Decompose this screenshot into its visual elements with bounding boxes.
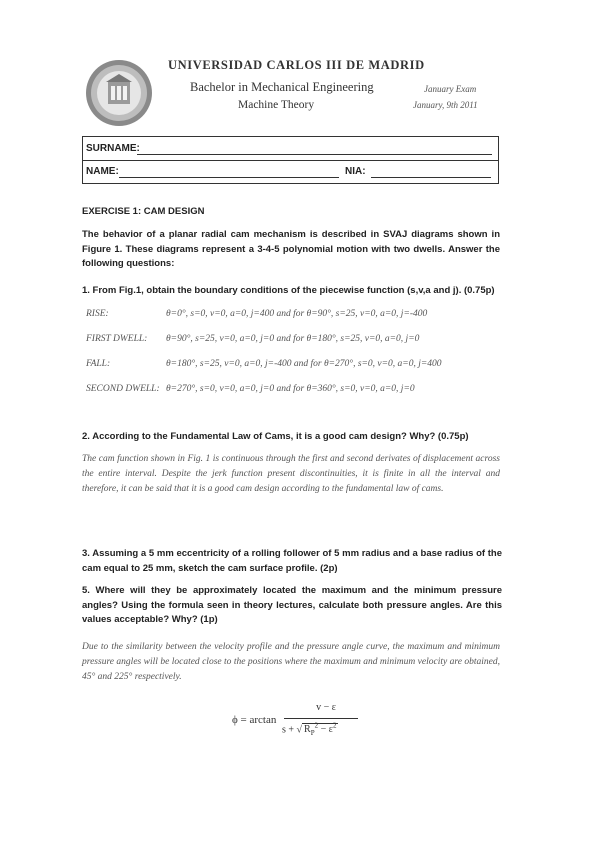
nia-field[interactable] — [371, 177, 491, 178]
bc-value-fall: θ=180°, s=25, v=0, a=0, j=-400 and for θ=270°, s=0, v=0, a=0, j=400 — [166, 359, 442, 369]
answer-2: The cam function shown in Fig. 1 is continuous through the first and second derivates of displacement across the entire interval. Despite the jerk function present discontinuities, it is finite in all the interval and therefore, it can be said that it is a good cam design according to the fundamental law of cams. — [82, 454, 500, 494]
nia-label: NIA: — [345, 166, 366, 177]
bc-value-rise: θ=0°, s=0, v=0, a=0, j=400 and for θ=90°, s=25, v=0, a=0, j=-400 — [166, 309, 428, 319]
surname-field[interactable] — [137, 154, 492, 155]
name-row — [83, 160, 498, 183]
bc-label-rise: RISE: — [86, 309, 109, 319]
formula-lhs: ϕ = arctan — [232, 714, 277, 726]
surname-row — [83, 137, 498, 161]
answer-5: Due to the similarity between the velocity profile and the pressure angle curve, the maximum and minimum pressure angles will be located close to the positions where the maximum and minimum velocity are obtained, 45° and 225° respectively. — [82, 642, 500, 682]
university-name: UNIVERSIDAD CARLOS III DE MADRID — [168, 58, 425, 72]
formula-denominator: s + √ $R_P^2 - \varepsilon^2$ — [282, 722, 337, 738]
name-label: NAME: — [86, 166, 119, 177]
name-field[interactable] — [119, 177, 339, 178]
fraction-bar — [284, 718, 358, 719]
question-5: 5. Where will they be approximately located the maximum and the minimum pressure angles? Using the formula seen in theory lectures, calculate both pressure angles. Are this values acceptable? Why? (1p) — [82, 585, 502, 625]
degree-name: Bachelor in Mechanical Engineering — [190, 80, 374, 94]
course-name: Machine Theory — [238, 99, 315, 111]
bc-label-first-dwell: FIRST DWELL: — [86, 334, 148, 344]
bc-value-second-dwell: θ=270°, s=0, v=0, a=0, j=0 and for θ=360°, s=0, v=0, a=0, j=0 — [166, 384, 415, 394]
surname-label: SURNAME: — [86, 143, 140, 154]
exercise-title: EXERCISE 1: CAM DESIGN — [82, 206, 205, 217]
exercise-intro: The behavior of a planar radial cam mechanism is described in SVAJ diagrams shown in Figure 1. These diagrams represent a 3-4-5 polynomial motion with two dwells. Answer the following questions: — [82, 229, 500, 269]
exam-date: January, 9th 2011 — [413, 100, 478, 110]
bc-label-fall: FALL: — [86, 359, 111, 369]
question-1: 1. From Fig.1, obtain the boundary conditions of the piecewise function (s,v,a and j). (0.75p) — [82, 285, 495, 296]
formula-numerator: v − ε — [316, 702, 336, 713]
pressure-angle-formula — [232, 702, 362, 752]
university-seal-logo — [84, 58, 154, 128]
student-id-form — [82, 136, 499, 184]
bc-label-second-dwell: SECOND DWELL: — [86, 384, 160, 394]
question-3: 3. Assuming a 5 mm eccentricity of a rolling follower of 5 mm radius and a base radius of the cam equal to 25 mm, sketch the cam surface profile. (2p) — [82, 548, 502, 574]
question-2: 2. According to the Fundamental Law of Cams, it is a good cam design? Why? (0.75p) — [82, 431, 469, 442]
exam-type: January Exam — [424, 84, 477, 94]
bc-value-first-dwell: θ=90°, s=25, v=0, a=0, j=0 and for θ=180°, s=25, v=0, a=0, j=0 — [166, 334, 420, 344]
